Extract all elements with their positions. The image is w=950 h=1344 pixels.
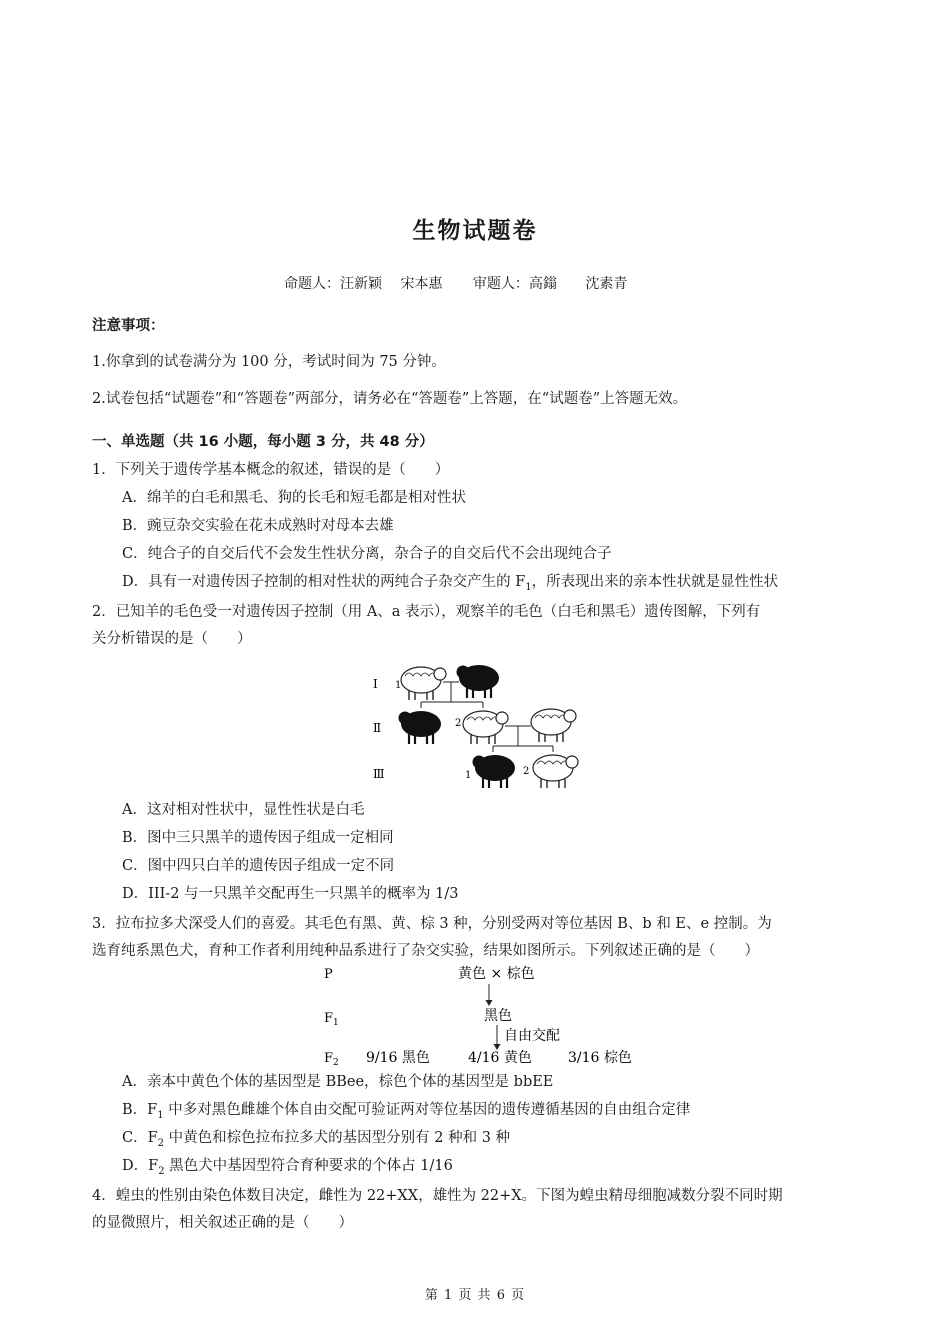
q3-d-post: 黑色犬中基因型符合育种要求的个体占 1/16 (164, 1158, 453, 1174)
q1-option-b: B．豌豆杂交实验在花未成熟时对母本去雄 (122, 518, 394, 534)
q1-d-sub: 1 (525, 581, 532, 593)
q2-option-c: C．图中四只白羊的遗传因子组成一定不同 (122, 858, 395, 874)
reviewer-2: 沈素青 (585, 276, 628, 292)
f2-ratio-brown: 3/16 棕色 (568, 1050, 632, 1066)
q3-b-sub: 1 (157, 1109, 164, 1121)
num-label: 1 (465, 770, 472, 781)
sheep-iii-2-white (533, 755, 578, 788)
q1-d-post: ，所表现出来的亲本性状就是显性性状 (531, 574, 779, 590)
q3-option-a: A．亲本中黄色个体的基因型是 BBee，棕色个体的基因型是 bbEE (122, 1074, 554, 1090)
gen-label-2: Ⅱ (373, 721, 382, 735)
sheep-ii-3-white (531, 709, 576, 742)
num-label: 1 (395, 680, 402, 691)
q2-stem-line1: 2．已知羊的毛色受一对遗传因子控制（用 A、a 表示），观察羊的毛色（白毛和黑毛）遗传图解，下列有 (92, 604, 761, 620)
label-f1: $F_1$ (324, 1011, 339, 1028)
notice-item-1: 1.你拿到的试卷满分为 100 分，考试时间为 75 分钟。 (92, 354, 446, 370)
q3-b-pre: B．F (122, 1102, 158, 1118)
page-footer: 第 1 页 共 6 页 (424, 1288, 526, 1303)
page-title: 生物试题卷 (412, 218, 538, 244)
q3-d-sub: 2 (158, 1165, 165, 1177)
q3-c-sub: 2 (157, 1137, 165, 1149)
q3-b-post: 中多对黑色雌雄个体自由交配可验证两对等位基因的遗传遵循基因的自由组合定律 (163, 1102, 691, 1118)
q2-option-b: B．图中三只黑羊的遗传因子组成一定相同 (122, 830, 394, 846)
num-label: 2 (523, 766, 530, 777)
f2-ratio-black: 9/16 黑色 (366, 1050, 430, 1066)
num-label: 2 (455, 718, 462, 729)
gen-label-3: Ⅲ (373, 767, 385, 781)
notice-heading: 注意事项： (92, 318, 165, 334)
sheep-i-2-black (457, 665, 500, 698)
f1-phenotype: 黑色 (484, 1008, 512, 1024)
q3-option-b (122, 1098, 690, 1121)
setter-2: 宋本惠 (400, 276, 443, 292)
reviewers: 审题人：高鎓 (472, 276, 557, 292)
q1-d-pre: D．具有一对遗传因子控制的相对性状的两纯合子杂交产生的 F (122, 574, 526, 590)
sheep-i-1-white (401, 667, 446, 700)
sheep-ii-2-white (463, 711, 508, 744)
sheep-ii-1-black (399, 711, 442, 744)
q1-stem: 1．下列关于遗传学基本概念的叙述，错误的是（ ） (92, 462, 450, 478)
q4-stem-line2: 的显微照片，相关叙述正确的是（ ） (92, 1215, 353, 1231)
label-p: P (324, 967, 333, 982)
q1-option-a: A．绵羊的白毛和黑毛、狗的长毛和短毛都是相对性状 (122, 490, 466, 506)
cross-diagram-figure (310, 962, 650, 1072)
parents-label: 黄色 × 棕色 (458, 966, 535, 982)
selfing-label: 自由交配 (504, 1028, 560, 1044)
q2-option-d: D．III-2 与一只黑羊交配再生一只黑羊的概率为 1/3 (122, 886, 459, 902)
q3-option-c (122, 1126, 510, 1149)
label-f2: $F_2$ (324, 1051, 339, 1068)
q2-option-a: A．这对相对性状中，显性性状是白毛 (122, 802, 365, 818)
q4-stem-line1: 4．蝗虫的性别由染色体数目决定，雌性为 22+XX，雄性为 22+X。下图为蝗虫精母细胞减数分裂不同时期 (92, 1188, 783, 1204)
f2-ratio-yellow: 4/16 黄色 (468, 1050, 532, 1066)
sheep-iii-1-black (473, 755, 516, 788)
section-heading: 一、单选题（共 16 小题，每小题 3 分，共 48 分） (92, 434, 434, 450)
sheep-pedigree-figure (365, 654, 595, 794)
q3-option-d (122, 1154, 453, 1177)
notice-item-2: 2.试卷包括“试题卷”和“答题卷”两部分，请务必在“答题卷”上答题，在“试题卷”上答题无效。 (92, 391, 688, 407)
q1-option-c: C．纯合子的自交后代不会发生性状分离，杂合子的自交后代不会出现纯合子 (122, 546, 612, 562)
q3-c-pre: C．F (122, 1130, 158, 1146)
q3-d-pre: D．F (122, 1158, 159, 1174)
gen-label-1: Ⅰ (373, 677, 378, 691)
setters: 命题人：汪新颖 (284, 276, 382, 292)
q3-stem-line1: 3．拉布拉多犬深受人们的喜爱。其毛色有黑、黄、棕 3 种，分别受两对等位基因 B、b 和 E、e 控制。为 (92, 916, 772, 932)
q2-stem-line2: 关分析错误的是（ ） (92, 631, 252, 647)
authors-line (284, 273, 641, 293)
q3-stem-line2: 选育纯系黑色犬，育种工作者利用纯种品系进行了杂交实验，结果如图所示。下列叙述正确的是（ ） (92, 943, 759, 959)
q3-c-post: 中黄色和棕色拉布拉多犬的基因型分别有 2 种和 3 种 (164, 1130, 511, 1146)
q1-option-d (122, 570, 778, 593)
